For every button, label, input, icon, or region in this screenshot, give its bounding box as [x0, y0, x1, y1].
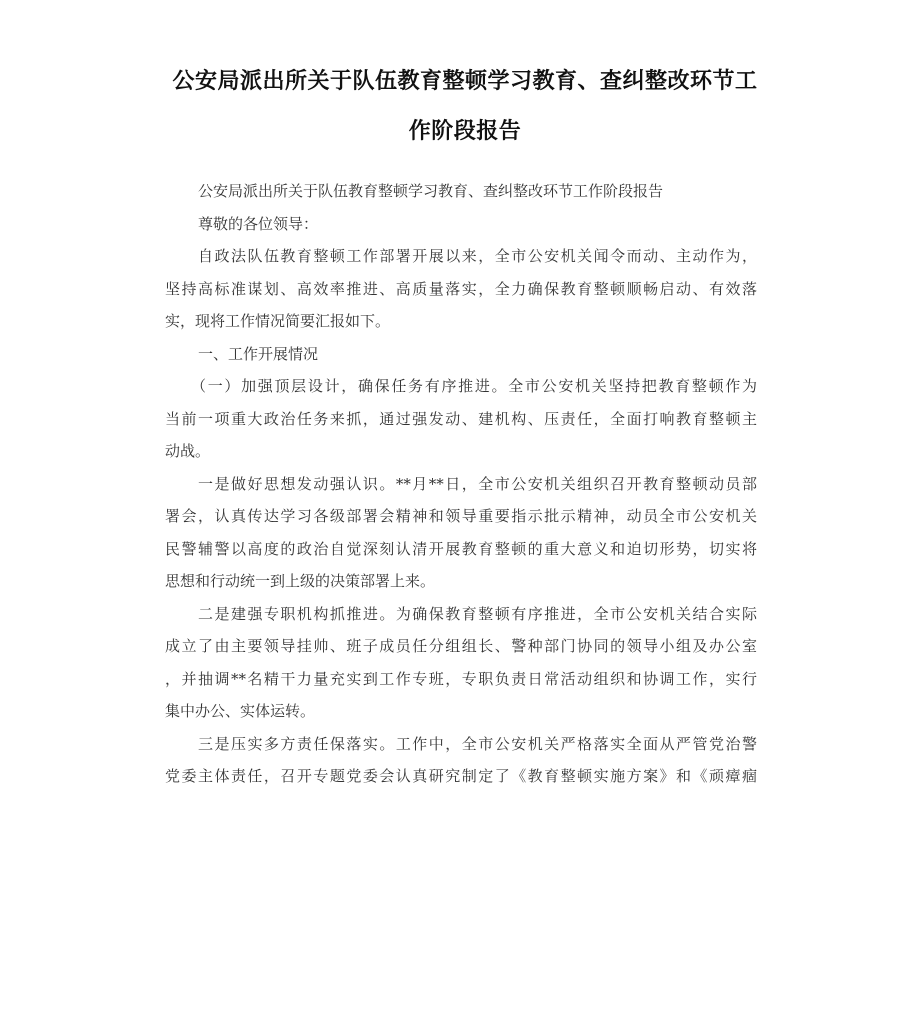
body-line: 坚持高标准谋划、高效率推进、高质量落实，全力确保教育整顿顺畅启动、有效落	[165, 279, 757, 298]
body-line: 署会，认真传达学习各级部署会精神和领导重要指示批示精神，动员全市公安机关	[165, 507, 757, 525]
document-body	[165, 175, 757, 793]
body-line: 一是做好思想发动强认识。**月**日，全市公安机关组织召开教育整顿动员部	[198, 474, 757, 493]
body-line: 成立了由主要领导挂帅、班子成员任分组组长、警种部门协同的领导小组及办公室	[165, 637, 757, 655]
body-line: 当前一项重大政治任务来抓，通过强发动、建机构、压责任，全面打响教育整顿主	[165, 409, 757, 428]
body-line: 党委主体责任，召开专题党委会认真研究制定了《教育整顿实施方案》和《顽瘴痼	[165, 767, 757, 785]
body-line: 思想和行动统一到上级的决策部署上来。	[165, 572, 436, 590]
body-line: 实，现将工作情况简要汇报如下。	[165, 312, 391, 330]
body-line: （一）加强顶层设计，确保任务有序推进。全市公安机关坚持把教育整顿作为	[191, 377, 757, 395]
body-line: 动战。	[165, 442, 211, 460]
body-line: 二是建强专职机构抓推进。为确保教育整顿有序推进，全市公安机关结合实际	[198, 604, 757, 623]
body-line: 民警辅警以高度的政治自觉深刻认清开展教育整顿的重大意义和迫切形势，切实将	[165, 539, 757, 558]
body-line: ，并抽调**名精干力量充实到工作专班，专职负责日常活动组织和协调工作，实行	[165, 669, 757, 688]
document-title-line-1: 公安局派出所关于队伍教育整顿学习教育、查纠整改环节工	[172, 69, 758, 94]
body-line: 自政法队伍教育整顿工作部署开展以来，全市公安机关闻令而动、主动作为，	[198, 247, 757, 265]
body-line: 一、工作开展情况	[198, 344, 319, 363]
body-line: 三是压实多方责任保落实。工作中，全市公安机关严格落实全面从严管党治警	[198, 734, 757, 753]
body-line: 尊敬的各位领导：	[198, 214, 319, 233]
body-line: 公安局派出所关于队伍教育整顿学习教育、查纠整改环节工作阶段报告	[198, 182, 664, 200]
document-title-line-2: 作阶段报告	[408, 119, 522, 144]
body-line: 集中办公、实体运转。	[165, 702, 316, 720]
